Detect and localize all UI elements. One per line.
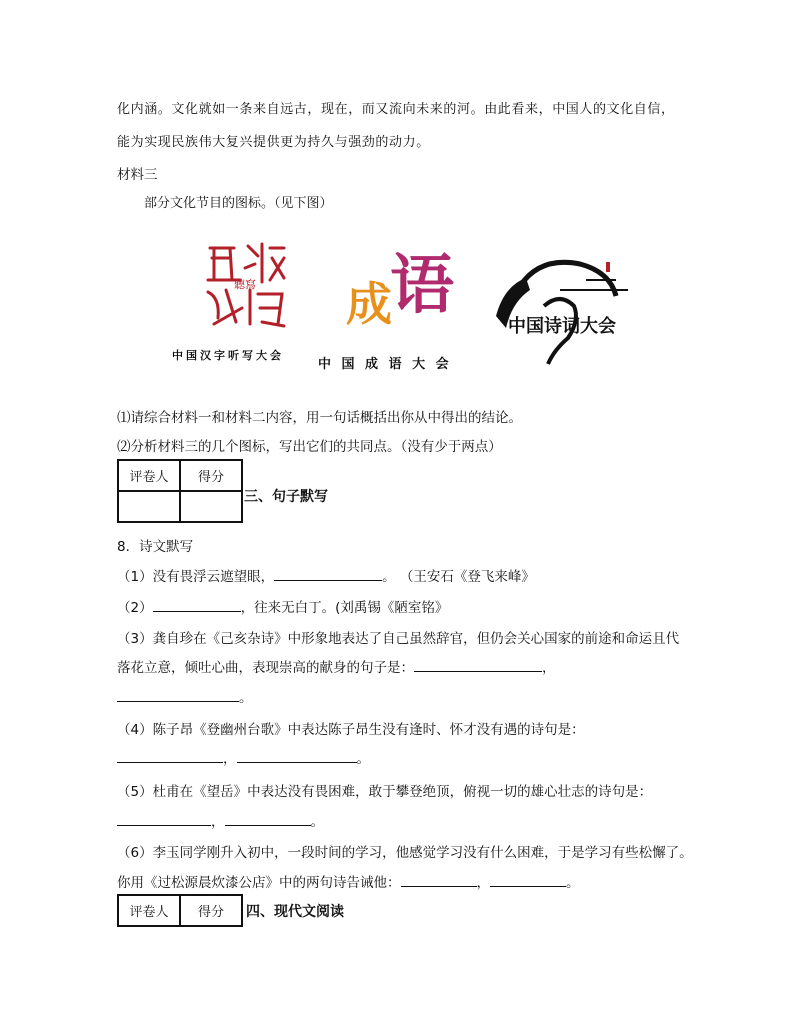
s6-prefix: 你用《过松源晨炊漆公店》中的两句诗告诫他： xyxy=(117,875,401,891)
s4-blank-1[interactable] xyxy=(117,749,223,763)
item-8-sentence-6-line-1: （6）李玉同学刚升入初中，一段时间的学习，他感觉学习没有什么困难，于是学习有些松懈了。 xyxy=(117,845,693,861)
idiom-logo xyxy=(346,238,454,334)
item-8-sentence-6-line-2 xyxy=(117,871,580,891)
s6-blank-1[interactable] xyxy=(401,873,477,887)
s6-separator: ， xyxy=(476,875,490,891)
poetry-logo-glyphs: 中国诗词大会 xyxy=(508,316,616,337)
poetry-logo-art xyxy=(490,246,630,376)
s1-prefix: （1）没有畏浮云遮望眼， xyxy=(117,569,275,585)
item-8-sentence-2 xyxy=(117,596,448,616)
s3-prefix: 落花立意，倾吐心曲，表现崇高的献身的句子是： xyxy=(117,660,414,676)
s1-suffix: 。 （王安石《登飞来峰》 xyxy=(382,569,535,585)
s4-end: 。 xyxy=(356,751,370,767)
s3-blank-2[interactable] xyxy=(117,688,239,702)
question-1: ⑴请综合材料一和材料二内容，用一句话概括出你从中得出的结论。 xyxy=(117,410,522,426)
s3-blank-1[interactable] xyxy=(414,658,542,672)
item-8-sentence-4-line-1: （4）陈子昂《登幽州台歌》中表达陈子昂生没有逢时、怀才没有遇的诗句是： xyxy=(117,722,585,738)
dictation-logo-caption: 中国汉字听写大会 xyxy=(172,349,284,362)
item-8-sentence-3-line-2 xyxy=(117,656,556,676)
s4-blank-2[interactable] xyxy=(237,749,357,763)
s6-blank-2[interactable] xyxy=(490,873,566,887)
item-8-sentence-4-line-2 xyxy=(117,747,370,767)
material3-desc: 部分文化节目的图标。（见下图） xyxy=(144,196,333,211)
s5-separator: ， xyxy=(211,814,225,830)
s5-end: 。 xyxy=(310,814,324,830)
s1-blank[interactable] xyxy=(274,567,382,581)
s4-separator: ， xyxy=(223,751,237,767)
s5-blank-2[interactable] xyxy=(225,812,311,826)
score-box-grader-cell xyxy=(118,491,180,522)
dictation-logo xyxy=(200,238,290,330)
section-4-title: 四、现代文阅读 xyxy=(246,904,344,920)
s3-separator: ， xyxy=(542,660,556,676)
material3-title: 材料三 xyxy=(117,167,158,183)
s2-suffix: ，往来无白丁。(刘禹锡《陋室铭》 xyxy=(240,600,449,616)
score-box-2-score-label: 得分 xyxy=(180,895,242,926)
item-8-title: 8．诗文默写 xyxy=(117,539,194,555)
dictation-logo-glyphs: 聽寫 xyxy=(234,278,256,291)
item-8-sentence-3-line-1: （3）龚自珍在《己亥杂诗》中形象地表达了自己虽然辞官，但仍会关心国家的前途和命运且代 xyxy=(117,631,680,647)
s3-end: 。 xyxy=(239,690,253,706)
dictation-logo-art xyxy=(200,238,290,330)
item-8-sentence-1 xyxy=(117,565,535,585)
item-8-sentence-3-line-3 xyxy=(117,686,253,706)
item-8-sentence-5-line-1: （5）杜甫在《望岳》中表达没有畏困难，敢于攀登绝顶，俯视一切的雄心壮志的诗句是： xyxy=(117,784,653,800)
s2-blank[interactable] xyxy=(153,598,241,612)
poetry-logo xyxy=(490,246,630,376)
score-box-2-grader-label: 评卷人 xyxy=(118,895,180,926)
intro-line-2: 能为实现民族伟大复兴提供更为持久与强劲的动力。 xyxy=(117,135,430,150)
score-box-score-label: 得分 xyxy=(180,460,242,491)
score-box-2 xyxy=(117,894,243,927)
idiom-logo-left-glyph: 成 xyxy=(346,277,392,331)
score-box-grader-label: 评卷人 xyxy=(118,460,180,491)
question-2: ⑵分析材料三的几个图标，写出它们的共同点。（没有少于两点） xyxy=(117,439,502,455)
s2-prefix: （2） xyxy=(117,600,153,616)
intro-line-1: 化内涵。文化就如一条来自远古，现在，而又流向未来的河。由此看来，中国人的文化自信， xyxy=(117,102,675,117)
idiom-logo-caption: 中 国 成 语 大 会 xyxy=(318,357,452,372)
section-3-title: 三、句子默写 xyxy=(244,489,328,505)
idiom-logo-right-glyph: 语 xyxy=(390,249,454,323)
score-box-score-cell xyxy=(180,491,242,522)
score-box-1 xyxy=(117,459,243,523)
s5-blank-1[interactable] xyxy=(117,812,211,826)
s6-end: 。 xyxy=(566,875,580,891)
item-8-sentence-5-line-2 xyxy=(117,810,324,830)
